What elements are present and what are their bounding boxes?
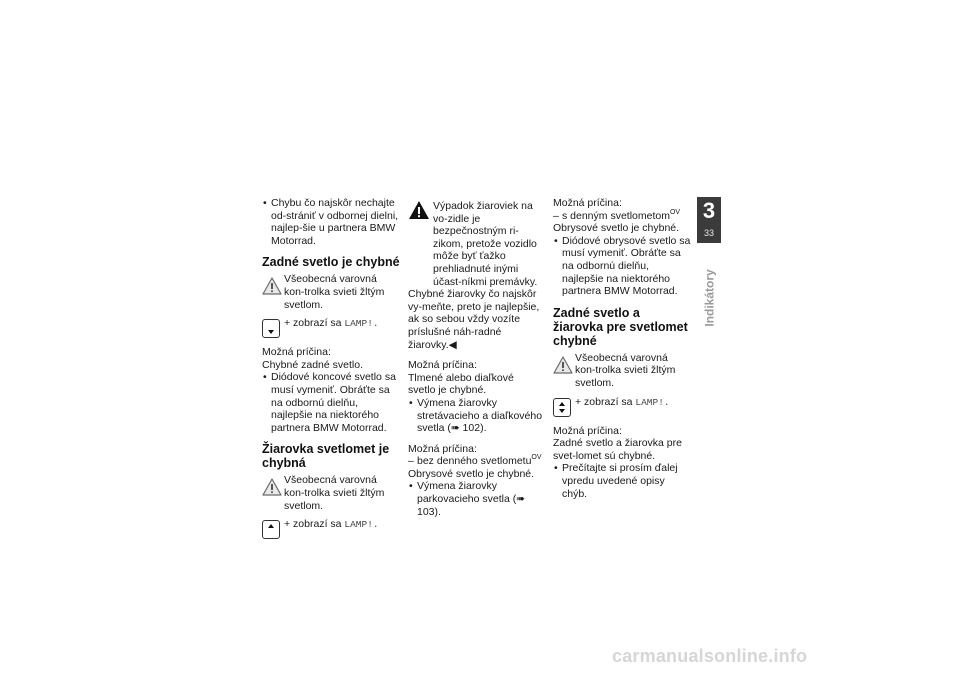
warning-text: Všeobecná varovná kon-trolka svieti žltým svetlom. [575, 351, 676, 389]
indicator-code: LAMP!. [344, 519, 379, 531]
cause-text: Zadné svetlo a žiarovka pre svet-lomet sú chybné. [553, 437, 682, 462]
indicator-code: LAMP!. [344, 318, 379, 330]
chapter-number: 3 [702, 198, 716, 223]
heading-rear-light: Zadné svetlo je chybné [262, 255, 400, 270]
warning-text: Všeobecná varovná kon-trolka svieti žltým svetlom. [284, 474, 385, 512]
indicator-prefix: + zobrazí sa [575, 395, 636, 408]
bulb-failure-warning [408, 201, 544, 288]
chapter-tab [697, 197, 721, 243]
side-label-text: Indikátory [702, 269, 717, 327]
page-number: 33 [703, 228, 714, 238]
rear-light-indicator-icon [262, 319, 280, 338]
warning-rear-light [262, 273, 400, 311]
cause-label: Možná príčina: [408, 359, 477, 372]
indicator-code: LAMP!. [635, 396, 670, 408]
warning-block-text: Výpadok žiaroviek na vo-zidle je bezpečnostným ri-zikom, pretože vozidlo môže byť ťažko prehliadnuté inými účast-níkmi premávky. [433, 200, 538, 288]
warning-triangle-icon [262, 277, 282, 295]
warning-triangle-icon [553, 356, 573, 374]
cause-text: Tlmené alebo diaľkové svetlo je chybné. [408, 371, 514, 397]
watermark: carmanualsonline.info [612, 646, 808, 666]
indicator-prefix: + zobrazí sa [284, 317, 345, 330]
cause-label: Možná príčina: [262, 346, 331, 359]
cause-bullet: • Výmena žiarovky stretávacieho a diaľkového svetla (➠ 102). [408, 397, 544, 435]
column-1 [262, 197, 400, 539]
cause-text: Chybné zadné svetlo. [262, 358, 363, 371]
variant-dash: – s denným svetlometom$^{OV}$ [553, 210, 691, 223]
column-3 [553, 197, 691, 500]
cause-bullet: • Prečítajte si prosím ďalej vpredu uvedené opisy chýb. [553, 462, 691, 500]
warning-headlight [262, 474, 400, 512]
warning-text: Všeobecná varovná kon-trolka svieti žltým svetlom. [284, 273, 385, 311]
cause-text: Obrysové svetlo je chybné. [408, 467, 535, 480]
side-label [690, 248, 730, 348]
indicator-headlight [262, 518, 400, 539]
replace-bulbs-text: Chybné žiarovky čo najskôr vy-meňte, preto je najlepšie, ak so sebou vždy vozíte príslušné náh-radné žiarovky.◀ [408, 288, 540, 351]
indicator-rear-and-headlight [553, 396, 691, 417]
cause-bullet: • Diódové obrysové svetlo sa musí vymeniť. Obráťte sa na odbornú dielňu, najlepšie na niektorého partnera BMW Motorrad. [553, 235, 691, 298]
cause-label: Možná príčina: [553, 197, 622, 209]
warning-rear-and-headlight [553, 352, 691, 390]
indicator-prefix: + zobrazí sa [284, 518, 345, 531]
option-marker: OV [531, 454, 542, 462]
heading-rear-and-headlight: Zadné svetlo a žiarovka pre svetlomet chybné [553, 305, 688, 348]
option-marker: OV [669, 208, 681, 216]
warning-triangle-icon [408, 200, 430, 220]
indicator-rear-light [262, 317, 400, 338]
cause-label: Možná príčina: [553, 424, 622, 437]
heading-headlight-bulb: Žiarovka svetlomet je chybná [262, 442, 390, 471]
variant-dash: – bez denného svetlometu$^{OV}$ [408, 455, 544, 468]
cause-bullet: • Výmena žiarovky parkovacieho svetla (➠ 103). [408, 480, 544, 518]
rear-and-headlight-indicator-icon [553, 398, 571, 417]
warning-triangle-icon [262, 478, 282, 496]
intro-bullet: • Chybu čo najskôr nechajte od-strániť v odbornej dielni, najlep-šie u partnera BMW Motorrad. [262, 197, 400, 247]
cause-bullet: • Diódové koncové svetlo sa musí vymeniť. Obráťte sa na odbornú dielňu, najlepšie na niektorého partnera BMW Motorrad. [262, 371, 400, 434]
cause-label: Možná príčina: [408, 442, 477, 455]
cause-text: Obrysové svetlo je chybné. [553, 222, 680, 235]
column-2 [408, 201, 544, 518]
headlight-indicator-icon [262, 520, 280, 539]
